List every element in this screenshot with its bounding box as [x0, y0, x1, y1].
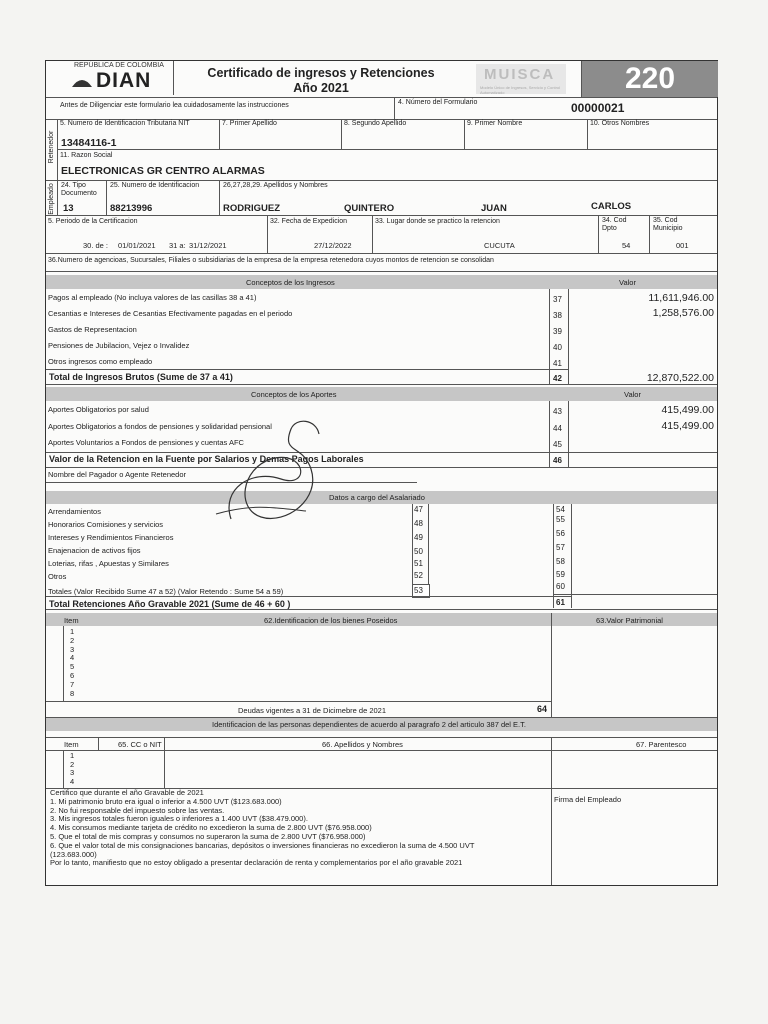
- first-name-label: 9. Primer Nombre: [467, 120, 523, 127]
- asalariado-row-label: Honorarios Comisiones y servicios: [48, 520, 164, 529]
- expedition-value: 27/12/2022: [314, 241, 352, 250]
- dep-item-label: Item: [64, 740, 79, 749]
- retencion-label: Valor de la Retencion en la Fuente por Salarios y Demas Pagos Laborales: [49, 454, 364, 464]
- form-year: Año 2021: [293, 81, 349, 95]
- aporte-row-label: Aportes Voluntarios a Fondos de pensiones y cuentas AFC: [48, 438, 244, 447]
- muisca-text: MUISCA: [484, 66, 556, 83]
- aportes-header-band: [46, 387, 717, 401]
- bienes-item: 5: [70, 662, 75, 672]
- aporte-row-num: 45: [553, 440, 562, 449]
- form-number-value: 00000021: [571, 101, 625, 115]
- certifico-line: Por lo tanto, manifiesto que no estoy obligado a presentar declaración de renta y complementarios por el año gravable 2021: [50, 858, 463, 868]
- aporte-row-label: Aportes Obligatorios por salud: [48, 405, 149, 414]
- certificate-form: [45, 60, 718, 886]
- asalariado-row-label: Otros: [48, 572, 67, 581]
- dpto-value: 54: [622, 241, 631, 250]
- agencies-text: 36.Numero de agencioas, Sucursales, Filiales o subsidiarias de la empresa de la empresa retenedora cuyos montos de retencion se consolidan: [48, 257, 494, 264]
- municipio-value: 001: [676, 241, 689, 250]
- nit-value: 13484116-1: [61, 137, 117, 149]
- totales-b-num: 60: [556, 582, 565, 591]
- certifico-line: Certifico que durante el año Gravable de 2021: [50, 788, 204, 797]
- asalariado-row-a: 51: [414, 559, 423, 568]
- period-label: 5. Periodo de la Certificacion: [48, 218, 138, 225]
- aportes-valor-header: Valor: [624, 390, 641, 399]
- pagador-label: Nombre del Pagador o Agente Retenedor: [48, 470, 187, 479]
- asalariado-row-b: 58: [556, 557, 565, 566]
- aporte-row-num: 43: [553, 407, 562, 416]
- certifico-line: 3. Mis ingresos totales fueron iguales o inferiores a 1.400 UVT ($38.479.000).: [50, 814, 308, 824]
- place-value: CUCUTA: [484, 241, 515, 250]
- asalariado-header: Datos a cargo del Asalariado: [329, 493, 425, 502]
- totales-label: Totales (Valor Recibido Sume 47 a 52) (Valor Retendo : Sume 54 a 59): [48, 587, 284, 596]
- form-number-label: 4. Número del Formulario: [398, 99, 478, 106]
- id-number-label: 25. Numero de Identificacion: [110, 182, 200, 189]
- bienes-item: 3: [70, 644, 75, 654]
- place-label: 33. Lugar donde se practico la retencion: [375, 218, 500, 225]
- asalariado-row-label: Arrendamientos: [48, 507, 101, 516]
- bienes-item: 7: [70, 679, 75, 689]
- deudas-label: Deudas vigentes a 31 de Dicimebre de 2021: [238, 706, 387, 715]
- asalariado-row-b: 54: [556, 505, 565, 514]
- bienes-valor-label: 63.Valor Patrimonial: [596, 616, 663, 625]
- dpto-label: 34. Cod Dpto: [602, 217, 627, 232]
- aporte-row-value: 415,499.00: [661, 420, 714, 432]
- ingreso-row-label: Pagos al empleado (No incluya valores de las casillas 38 a 41): [48, 293, 257, 302]
- ingresos-header-band: [46, 275, 717, 289]
- total-ingresos-value: 12,870,522.00: [646, 372, 714, 384]
- certifico-line: (123.683.000): [50, 849, 97, 859]
- asalariado-row-a: 47: [414, 505, 423, 514]
- form-title: Certificado de ingresos y Retenciones: [207, 66, 435, 80]
- ingreso-row-value: 1,258,576.00: [652, 307, 714, 319]
- dian-logo-text: DIAN: [96, 69, 152, 92]
- certifico-text: [50, 789, 546, 868]
- employee-side-label: Empleado: [48, 183, 55, 215]
- certifico-line: 2. No fui responsable del impuesto sobre las ventas.: [50, 805, 225, 815]
- ingreso-row-value: 11,611,946.00: [648, 292, 714, 304]
- ingresos-valor-header: Valor: [619, 278, 636, 287]
- signature-drawing: [211, 409, 331, 529]
- doc-type-value: 13: [63, 203, 74, 214]
- bienes-item: 8: [70, 688, 75, 698]
- form-number: 220: [624, 62, 676, 95]
- dep-item: 1: [70, 751, 75, 760]
- asalariado-row-b: 57: [556, 543, 565, 552]
- second-surname-label: 8. Segundo Apellido: [344, 120, 407, 127]
- firma-label: Firma del Empleado: [554, 795, 622, 804]
- dep-items-list: [70, 752, 80, 786]
- dependientes-header: Identificacion de las personas dependientes de acuerdo al paragrafo 2 del articulo 387 del E.T.: [212, 720, 526, 729]
- ingreso-row-num: 39: [553, 327, 562, 336]
- retencion-num: 46: [553, 456, 562, 465]
- ingreso-row-label: Gastos de Representacion: [48, 325, 137, 334]
- employee-second-surname: QUINTERO: [344, 203, 395, 214]
- municipio-label: 35. Cod Municipio: [653, 217, 683, 232]
- dep-names-label: 66. Apellidos y Nombres: [322, 740, 403, 749]
- dep-cc-label: 65. CC o NIT: [118, 740, 162, 749]
- asalariado-row-a: 48: [414, 519, 423, 528]
- certifico-line: 1. Mi patrimonio bruto era igual o inferior a 4.500 UVT ($123.683.000): [50, 796, 282, 806]
- form-number-box: [581, 61, 718, 97]
- deudas-num: 64: [537, 704, 548, 714]
- employee-first-name: JUAN: [481, 203, 507, 214]
- asalariado-row-label: Loterias, rifas , Apuestas y Similares: [48, 559, 169, 568]
- asalariado-row-b: 59: [556, 570, 565, 579]
- asalariado-row-a: 50: [414, 547, 423, 556]
- aporte-row-num: 44: [553, 424, 562, 433]
- certifico-line: 4. Mis consumos mediante tarjeta de crédito no excedieron la suma de 2.800 UVT ($76.958.000): [50, 823, 372, 833]
- bienes-id-label: 62.Identificacion de los bienes Poseidos: [264, 616, 398, 625]
- dian-logo-icon: [70, 71, 94, 89]
- dep-item: 3: [70, 768, 75, 778]
- period-to-value: 31/12/2021: [189, 241, 227, 250]
- razon-social-value: ELECTRONICAS GR CENTRO ALARMAS: [61, 165, 265, 177]
- asalariado-row-b: 55: [556, 515, 565, 524]
- ingreso-row-label: Pensiones de Jubilacion, Vejez o Invalidez: [48, 341, 190, 350]
- ingreso-row-num: 37: [553, 295, 562, 304]
- bienes-item: 6: [70, 670, 75, 680]
- asalariado-row-label: Enajenacion de activos fijos: [48, 546, 141, 555]
- bienes-item: 1: [70, 627, 75, 636]
- ingreso-row-label: Otros ingresos como empleado: [48, 357, 153, 366]
- muisca-subtitle: Modelo Único de Ingresos, Servicio y Control Automatizado: [480, 85, 561, 95]
- asalariado-row-label: Intereses y Rendimientos Financieros: [48, 533, 174, 542]
- total-ingresos-label: Total de Ingresos Brutos (Sume de 37 a 41): [49, 372, 233, 382]
- ingreso-row-num: 41: [553, 359, 562, 368]
- ingreso-row-num: 38: [553, 311, 562, 320]
- razon-social-label: 11. Razon Social: [60, 152, 113, 159]
- certifico-line: 5. Que el total de mis compras y consumos no superaron la suma de 2.800 UVT ($76.958.000): [50, 831, 366, 841]
- doc-type-label: 24. Tipo Documento: [61, 182, 97, 197]
- period-to-label: 31 a:: [169, 241, 186, 250]
- bienes-item: 2: [70, 635, 75, 645]
- employee-first-surname: RODRIGUEZ: [223, 203, 280, 214]
- aporte-row-label: Aportes Obligatorios a fondos de pensiones y solidaridad pensional: [48, 422, 272, 431]
- total-ingresos-num: 42: [553, 374, 562, 383]
- bienes-item-label: Item: [64, 616, 79, 625]
- certifico-line: 6. Que el valor total de mis consignaciones bancarias, depósitos o inversiones financieras no excedieron la suma de 4.500 UVT: [50, 840, 475, 850]
- period-from-value: 01/01/2021: [118, 241, 156, 250]
- nit-label: 5. Numero de Identificacion Tributaria NIT: [60, 120, 190, 127]
- employee-other-names: CARLOS: [591, 201, 632, 212]
- total-retenciones-label: Total Retenciones Año Gravable 2021 (Sume de 46 + 60 ): [49, 599, 291, 609]
- aporte-row-value: 415,499.00: [661, 404, 714, 416]
- ingreso-row-label: Cesantias e Intereses de Cesantias Efectivamente pagadas en el periodo: [48, 309, 293, 318]
- bienes-items-list: [70, 628, 80, 698]
- other-names-label: 10. Otros Nombres: [590, 120, 650, 127]
- dep-item: 4: [70, 776, 75, 786]
- expedition-label: 32. Fecha de Expedicion: [270, 218, 348, 225]
- bienes-item: 4: [70, 653, 75, 663]
- withholder-side-label: Retenedor: [48, 130, 55, 164]
- ingreso-row-num: 40: [553, 343, 562, 352]
- period-from-label: 30. de :: [83, 241, 109, 250]
- republic-label: REPÚBLICA DE COLOMBIA: [74, 62, 164, 69]
- dep-item: 2: [70, 759, 75, 769]
- first-surname-label: 7. Primer Apellido: [222, 120, 277, 127]
- asalariado-row-a: 52: [414, 571, 423, 580]
- total-retenciones-num: 61: [556, 598, 565, 607]
- totales-a-num: 53: [414, 586, 423, 595]
- ingresos-header: Conceptos de los Ingresos: [246, 278, 335, 287]
- names-label: 26,27,28,29. Apellidos y Nombres: [223, 182, 328, 189]
- muisca-logo: [476, 64, 566, 94]
- instructions-text: Antes de Diligenciar este formulario lea cuidadosamente las instrucciones: [60, 102, 289, 109]
- aportes-header: Conceptos de los Aportes: [251, 390, 337, 399]
- id-number-value: 88213996: [110, 203, 153, 214]
- dep-parentesco-label: 67. Parentesco: [636, 740, 687, 749]
- asalariado-row-a: 49: [414, 533, 423, 542]
- asalariado-row-b: 56: [556, 529, 565, 538]
